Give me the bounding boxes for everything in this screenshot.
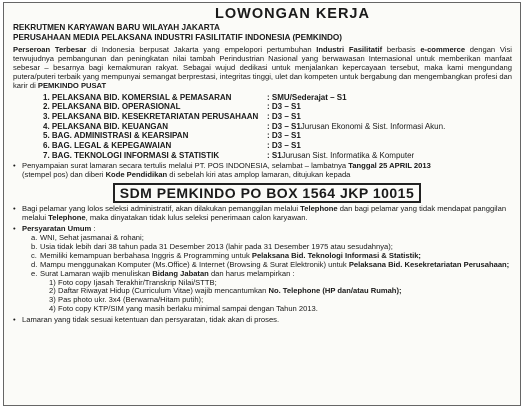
position-name: 5. BAG. ADMINISTRASI & KEARSIPAN: [43, 131, 189, 141]
position-colon: :: [267, 111, 272, 121]
bullet-icon: •: [13, 204, 16, 214]
position-note: Jurusan Sist. Informatika & Komputer: [281, 150, 415, 160]
intro-text-2: berbasis: [382, 45, 421, 54]
selection-bold-1: Telephone: [300, 204, 338, 214]
position-colon: :: [267, 150, 272, 160]
footer-text: Lamaran yang tidak sesuai ketentuan dan persyaratan, tidak akan di proses.: [22, 315, 280, 325]
submission-deadline: Tanggal 25 APRIL 2013: [348, 161, 431, 171]
requirement-letter: b.: [31, 241, 38, 251]
position-education: S1: [271, 150, 282, 160]
positions-list: [43, 93, 512, 161]
documents-list: [49, 279, 512, 315]
intro-bold-3: PEMKINDO PUSAT: [37, 80, 107, 90]
requirement-letter: d.: [31, 259, 38, 269]
position-row: [43, 93, 512, 103]
document-item: [49, 305, 512, 314]
selection-bold-2: Telephone: [48, 213, 86, 223]
requirements-list: [31, 234, 512, 279]
requirement-letter: c.: [31, 250, 37, 260]
company-name: PERUSAHAAN MEDIA PELAKSANA INDUSTRI FASILITATIF INDONESIA (PEMKINDO): [13, 33, 343, 42]
requirement-bold: Pelaksana Bid. Kesekretariatan Perusahaan;: [348, 259, 510, 269]
requirement-text: WNI, Sehat jasmanai & rohani;: [40, 232, 144, 242]
document-number: 1): [49, 277, 56, 287]
document-number: 4): [49, 304, 56, 314]
position-name: 4. PELAKSANA BID. KEUANGAN: [43, 121, 169, 131]
requirement-letter: e.: [31, 268, 38, 278]
requirement-text: Mampu menggunakan Komputer (Ms.Office) & Internet (Browsing & Surat Elektronik) untuk: [40, 259, 349, 269]
position-row: [43, 122, 512, 132]
footer-note: [13, 316, 512, 325]
document-bold: No. Telephone (HP dan/atau Rumah);: [268, 286, 402, 296]
position-education: D3 – S1: [271, 141, 301, 151]
position-education: D3 – S1: [271, 121, 301, 131]
position-note: Jurusan Ekonomi & Sist. Informasi Akun.: [300, 121, 446, 131]
position-education: D3 – S1: [271, 111, 301, 121]
document-text: Daftar Riwayat Hidup (Curriculum Vitae) wajib mencantumkan: [58, 286, 269, 296]
bullet-icon: •: [13, 161, 16, 171]
submission-text-1: Penyampaian surat lamaran secara tertulis melalui PT. POS INDONESIA, selambat – lambatnya: [22, 161, 349, 171]
position-row: [43, 141, 512, 151]
requirement-text: Usia tidak lebih dari 38 tahun pada 31 Desember 2013 (lahir pada 31 Desember 1975 atau sesudahnya);: [40, 241, 393, 251]
ad-title: LOWONGAN KERJA: [215, 6, 370, 22]
position-name: 1. PELAKSANA BID. KOMERSIAL & PEMASARAN: [43, 92, 232, 102]
requirement-text: Surat Lamaran wajib menuliskan: [40, 268, 153, 278]
submission-text-3: di sebelah kiri atas amplop lamaran, ditujukan kepada: [167, 170, 351, 180]
position-name: 2. PELAKSANA BID. OPERASIONAL: [43, 102, 181, 112]
document-text: Foto copy KTP/SIM yang masih berlaku minimal sampai dengan Tahun 2013.: [58, 304, 318, 314]
intro-lead: Perseroan Terbesar: [13, 45, 87, 54]
requirement-text-2: dan harus melampirkan :: [208, 268, 295, 278]
position-row: [43, 151, 512, 161]
position-row: [43, 112, 512, 122]
intro-paragraph: [13, 46, 512, 91]
position-colon: :: [267, 131, 272, 141]
bullet-icon: •: [13, 315, 16, 325]
document-number: 2): [49, 286, 56, 296]
selection-paragraph: [13, 205, 512, 223]
document-number: 3): [49, 295, 56, 305]
position-name: 3. PELAKSANA BID. KESEKRETARIATAN PERUSAHAAN: [43, 111, 259, 121]
selection-text-1: Bagi pelamar yang lolos seleksi administratif, akan dilakukan pemanggilan melalui: [22, 204, 301, 214]
submission-paragraph: [13, 162, 512, 180]
position-education: D3 – S1: [271, 102, 301, 112]
position-row: [43, 102, 512, 112]
job-ad: [3, 2, 521, 406]
requirement-letter: a.: [31, 232, 38, 242]
selection-text-2: dan bagi pelamar yang tidak mendapat panggilan melalui: [22, 204, 507, 223]
requirement-bold: Bidang Jabatan: [152, 268, 209, 278]
requirement-text: Memiliki kemampuan berbahasa Inggris & Programming untuk: [40, 250, 252, 260]
position-colon: :: [267, 102, 272, 112]
position-education: D3 – S1: [271, 131, 301, 141]
position-name: 6. BAG. LEGAL & KEPEGAWAIAN: [43, 141, 172, 151]
position-colon: :: [267, 121, 272, 131]
selection-text-3: , maka dinyatakan tidak lulus seleksi penerimaan calon karyawan.: [85, 213, 308, 223]
document-text: Foto copy Ijasah Terakhir/Transkrip Nilai/STTB;: [58, 277, 217, 287]
recruitment-line: REKRUTMEN KARYAWAN BARU WILAYAH JAKARTA: [13, 23, 220, 32]
intro-text-1: di Indonesia berpusat Jakarta yang empelopori pertumbuhan: [86, 45, 317, 54]
document-text: Pas photo ukr. 3x4 (Berwarna/Hitam putih);: [58, 295, 204, 305]
intro-bold-2: e-commerce: [420, 45, 466, 54]
position-education: SMU/Sederajat – S1: [271, 92, 347, 102]
submission-text-2: (stempel pos) dan diberi: [22, 170, 106, 180]
position-name: 7. BAG. TEKNOLOGI INFORMASI & STATISTIK: [43, 150, 220, 160]
requirements-title: Persyaratan Umum: [22, 224, 92, 234]
position-colon: :: [267, 92, 272, 102]
position-colon: :: [267, 141, 272, 151]
intro-text-3: dengan Visi terwujudnya pembangunan dan peningkatan nilai tambah Perindustrian Nasional yang berwawasan Internasional untuk memberikan manfaat sebesar – besarnya bagi kemakmuran rakyat. Sebagai wujud dedikasi untuk menjalankan kepercayaan tersebut, maka kami mengundang putera/puteri terbaik yang mempunyai semangat berprestasi, integritas tinggi, ulet dan kompeten untuk bergabung dan mengembangkan profesi dan karir di: [13, 45, 512, 90]
bullet-icon: •: [13, 224, 16, 234]
submission-bold: Kode Pendidikan: [105, 170, 168, 180]
po-box-address: SDM PEMKINDO PO BOX 1564 JKP 10015: [113, 183, 421, 203]
intro-bold-1: Industri Fasilitatif: [316, 45, 383, 54]
requirement-bold: Pelaksana Bid. Teknologi Informasi & Statistik;: [251, 250, 421, 260]
position-row: [43, 131, 512, 141]
requirements-colon: :: [91, 224, 96, 234]
